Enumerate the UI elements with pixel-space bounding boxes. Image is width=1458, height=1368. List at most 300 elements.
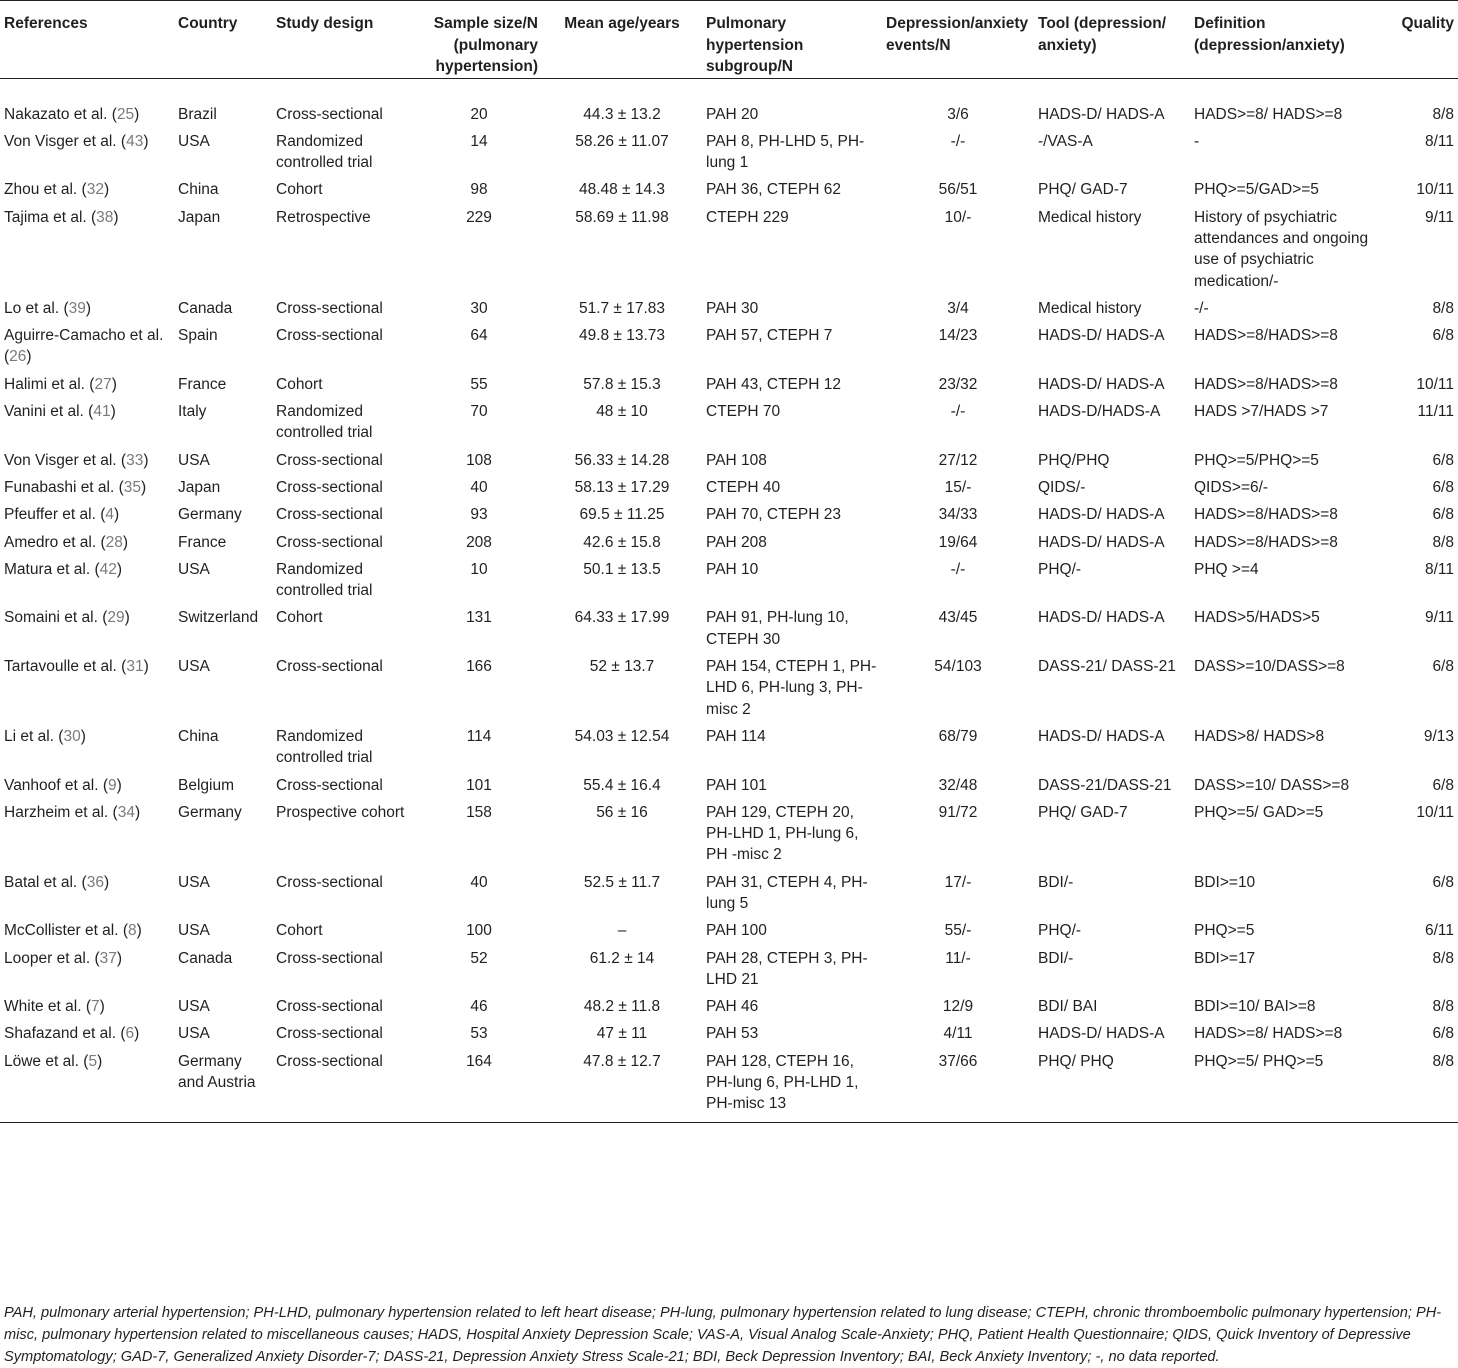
table-header-row [0,1,1458,79]
reference-author: Amedro et al. [4,533,97,551]
cell-country: Germany and Austria [178,1052,256,1092]
cell-mean-age: 61.2 ± 14 [589,949,655,967]
cell-country: USA [178,451,210,469]
reference-number-link[interactable]: 29 [107,609,125,627]
header-tool: Tool (depression/ anxiety) [1038,15,1167,54]
cell-study-design: Cohort [276,609,323,627]
reference-author: Batal et al. [4,873,78,891]
cell-mean-age: 69.5 ± 11.25 [579,506,665,524]
cell-sample-size: 70 [470,403,488,421]
cell-definition: -/- [1194,299,1209,317]
reference-number-link[interactable]: 5 [88,1052,98,1070]
reference-number-link[interactable]: 33 [126,451,144,469]
cell-definition: DASS>=10/ DASS>=8 [1194,776,1350,794]
cell-quality: 8/8 [1432,299,1454,317]
cell-subgroup: PAH 46 [706,998,759,1016]
cell-mean-age: 48.48 ± 14.3 [578,181,666,199]
cell-subgroup: PAH 70, CTEPH 23 [706,506,841,524]
cell-study-design: Cross-sectional [276,776,383,794]
cell-subgroup: PAH 128, CTEPH 16, PH-lung 6, PH-LHD 1, PH-misc 13 [706,1052,859,1113]
cell-country: Germany [178,803,242,821]
cell-sample-size: 64 [470,327,488,345]
cell-country: USA [178,922,210,940]
cell-sample-size: 93 [470,506,488,524]
cell-events: 34/33 [938,506,978,524]
reference-author: Funabashi et al. [4,478,115,496]
cell-study-design: Cross-sectional [276,873,383,891]
cell-reference: Tartavoulle et al. (31) [4,658,149,676]
reference-number-link[interactable]: 43 [126,132,144,150]
cell-country: Italy [178,403,207,421]
cell-country: USA [178,873,210,891]
reference-number-link[interactable]: 4 [105,506,115,524]
cell-quality: 6/8 [1432,327,1454,345]
cell-quality: 6/8 [1432,451,1454,469]
cell-quality: 6/8 [1432,478,1454,496]
cell-sample-size: 53 [470,1025,488,1043]
cell-definition: History of psychiatric attendances and ongoing use of psychiatric medication/- [1194,208,1369,290]
cell-sample-size: 20 [470,105,488,123]
reference-author: Tajima et al. [4,208,87,226]
cell-sample-size: 55 [470,375,488,393]
cell-subgroup: PAH 108 [706,451,767,469]
table-row [0,371,1458,398]
cell-tool: DASS-21/DASS-21 [1038,776,1172,794]
cell-reference: Vanhoof et al. (9) [4,776,122,794]
cell-tool: -/VAS-A [1038,132,1093,150]
table-row [0,799,1458,869]
cell-reference: Lo et al. (39) [4,299,92,317]
cell-reference: Von Visger et al. (33) [4,451,149,469]
reference-author: McCollister et al. [4,922,119,940]
cell-mean-age: 47 ± 11 [596,1025,648,1043]
cell-events: 11/- [945,949,971,967]
cell-study-design: Cross-sectional [276,533,383,551]
cell-reference: Pfeuffer et al. (4) [4,506,120,524]
cell-mean-age: 58.26 ± 11.07 [575,132,669,150]
cell-study-design: Randomized controlled trial [276,727,373,767]
cell-study-design: Cross-sectional [276,478,383,496]
reference-author: Halimi et al. [4,375,85,393]
cell-subgroup: PAH 101 [706,776,767,794]
cell-events: 37/66 [938,1052,978,1070]
cell-reference: Zhou et al. (32) [4,181,110,199]
reference-author: Tartavoulle et al. [4,658,117,676]
cell-country: China [178,181,219,199]
table-row [0,1048,1458,1122]
cell-reference: McCollister et al. (8) [4,922,142,940]
cell-study-design: Cohort [276,922,323,940]
reference-author: Shafazand et al. [4,1025,117,1043]
cell-country: Japan [178,208,221,226]
reference-number-link[interactable]: 9 [107,776,117,794]
cell-study-design: Cross-sectional [276,451,383,469]
reference-author: Von Visger et al. [4,132,117,150]
cell-sample-size: 166 [466,658,492,676]
cell-events: 54/103 [934,658,982,676]
cell-tool: HADS-D/ HADS-A [1038,727,1165,745]
cell-definition: HADS >7/HADS >7 [1194,403,1329,421]
header-events: Depression/anxiety events/N [886,15,1029,54]
reference-author: Löwe et al. [4,1052,79,1070]
cell-tool: PHQ/PHQ [1038,451,1110,469]
cell-events: 43/45 [938,609,978,627]
cell-definition: PHQ>=5/ PHQ>=5 [1194,1052,1324,1070]
cell-country: Japan [178,478,221,496]
table-row [0,447,1458,474]
cell-events: 56/51 [938,181,978,199]
reference-author: Aguirre-Camacho et al. [4,327,164,345]
cell-sample-size: 164 [466,1052,492,1070]
cell-definition: HADS>=8/ HADS>=8 [1194,1025,1343,1043]
cell-subgroup: PAH 208 [706,533,767,551]
cell-definition: PHQ>=5/PHQ>=5 [1194,451,1319,469]
reference-number-link[interactable]: 39 [68,299,86,317]
cell-subgroup: PAH 31, CTEPH 4, PH-lung 5 [706,873,868,912]
cell-tool: HADS-D/ HADS-A [1038,327,1165,345]
cell-quality: 8/8 [1432,949,1454,967]
cell-tool: Medical history [1038,299,1142,317]
cell-definition: PHQ>=5/ GAD>=5 [1194,803,1324,821]
cell-sample-size: 98 [470,181,488,199]
cell-events: 91/72 [938,803,978,821]
cell-subgroup: PAH 10 [706,560,759,578]
cell-country: Spain [178,327,218,345]
cell-quality: 6/11 [1424,922,1454,940]
cell-mean-age: 47.8 ± 12.7 [583,1052,661,1070]
cell-subgroup: PAH 8, PH-LHD 5, PH-lung 1 [706,132,865,172]
header-mean-age: Mean age/years [564,15,680,32]
cell-sample-size: 40 [470,873,488,891]
cell-definition: PHQ >=4 [1194,560,1259,578]
cell-country: USA [178,998,210,1016]
reference-number-link[interactable]: 7 [91,998,100,1016]
cell-definition: HADS>=8/ HADS>=8 [1194,105,1343,123]
cell-study-design: Retrospective [276,208,371,226]
cell-definition: - [1194,132,1200,150]
cell-country: France [178,533,227,551]
cell-subgroup: PAH 30 [706,299,759,317]
table-row [0,917,1458,944]
cell-country: Switzerland [178,609,259,627]
cell-study-design: Cross-sectional [276,949,383,967]
cell-sample-size: 100 [466,922,492,940]
cell-sample-size: 10 [470,560,488,578]
cell-subgroup: PAH 129, CTEPH 20, PH-LHD 1, PH-lung 6, PH -misc 2 [706,803,859,864]
cell-quality: 8/8 [1432,105,1454,123]
cell-subgroup: CTEPH 70 [706,403,781,421]
reference-author: Lo et al. [4,299,60,317]
cell-tool: HADS-D/ HADS-A [1038,533,1165,551]
cell-reference: Looper et al. (37) [4,949,123,967]
cell-tool: PHQ/ GAD-7 [1038,803,1128,821]
cell-study-design: Cross-sectional [276,299,383,317]
cell-definition: BDI>=17 [1194,949,1256,967]
cell-country: Belgium [178,776,234,794]
table-row [0,295,1458,322]
reference-author: Zhou et al. [4,181,78,199]
cell-events: 55/- [944,922,972,940]
reference-author: Li et al. [4,727,54,745]
cell-reference: White et al. (7) [4,998,105,1016]
reference-author: Vanini et al. [4,403,84,421]
reference-number-link[interactable]: 36 [86,873,104,891]
cell-tool: PHQ/- [1038,560,1082,578]
cell-reference: Harzheim et al. (34) [4,803,141,821]
cell-country: Canada [178,949,233,967]
cell-study-design: Cohort [276,375,323,393]
cell-tool: HADS-D/ HADS-A [1038,1025,1165,1043]
reference-number-link[interactable]: 30 [63,727,81,745]
cell-country: USA [178,658,210,676]
cell-events: -/- [950,403,966,421]
cell-country: Canada [178,299,233,317]
reference-number-link[interactable]: 6 [125,1025,135,1043]
cell-subgroup: PAH 53 [706,1025,759,1043]
cell-tool: BDI/- [1038,873,1074,891]
cell-definition: HADS>=8/HADS>=8 [1194,506,1338,524]
cell-events: 10/- [944,208,972,226]
reference-author: Somaini et al. [4,609,98,627]
cell-tool: HADS-D/ HADS-A [1038,609,1165,627]
cell-events: 17/- [944,873,972,891]
reference-author: Nakazato et al. [4,105,108,123]
cell-mean-age: 58.69 ± 11.98 [575,208,669,226]
cell-study-design: Cross-sectional [276,506,383,524]
cell-events: 32/48 [938,776,978,794]
reference-number-link[interactable]: 34 [117,803,135,821]
cell-quality: 11/11 [1417,403,1454,421]
header-subgroup: Pulmonary hypertension subgroup/N [706,15,804,75]
cell-sample-size: 208 [466,533,492,551]
cell-study-design: Cohort [276,181,323,199]
cell-quality: 8/8 [1432,998,1454,1016]
cell-subgroup: PAH 154, CTEPH 1, PH-LHD 6, PH-lung 3, PH-misc 2 [706,658,877,718]
cell-events: 14/23 [938,327,978,345]
cell-study-design: Randomized controlled trial [276,403,373,442]
reference-author: Harzheim et al. [4,803,109,821]
cell-quality: 10/11 [1416,375,1454,393]
table-row [0,474,1458,501]
cell-quality: 8/8 [1432,533,1454,551]
cell-sample-size: 30 [470,299,488,317]
cell-quality: 9/11 [1424,609,1454,627]
reference-number-link[interactable]: 37 [99,949,117,967]
reference-number-link[interactable]: 26 [9,348,27,366]
table-row [0,322,1458,371]
cell-subgroup: PAH 100 [706,922,767,940]
reference-author: Pfeuffer et al. [4,506,96,524]
cell-country: USA [178,1025,210,1043]
table-row [0,176,1458,203]
cell-country: Brazil [178,105,217,123]
cell-tool: PHQ/ PHQ [1038,1052,1114,1070]
cell-reference: Halimi et al. (27) [4,375,117,393]
cell-mean-age: 48 ± 10 [596,403,648,421]
cell-events: 68/79 [938,727,978,745]
cell-tool: HADS-D/ HADS-A [1038,105,1165,123]
reference-number-link[interactable]: 38 [96,208,114,226]
cell-quality: 10/11 [1416,181,1454,199]
cell-reference: Somaini et al. (29) [4,609,130,627]
reference-author: Vanhoof et al. [4,776,99,794]
cell-sample-size: 101 [466,776,492,794]
header-study-design: Study design [276,15,374,32]
table-row [0,556,1458,605]
cell-study-design: Randomized controlled trial [276,132,373,172]
cell-reference: Aguirre-Camacho et al. (26) [4,327,164,366]
reference-number-link[interactable]: 27 [94,375,112,393]
cell-sample-size: 40 [470,478,488,496]
cell-mean-age: 58.13 ± 17.29 [574,478,670,496]
cell-quality: 6/8 [1432,1025,1454,1043]
header-definition: Definition (depression/anxiety) [1194,15,1345,54]
cell-subgroup: CTEPH 229 [706,208,789,226]
cell-definition: HADS>8/ HADS>8 [1194,727,1325,745]
cell-definition: BDI>=10/ BAI>=8 [1194,998,1316,1016]
cell-reference: Matura et al. (42) [4,560,123,578]
table-body [0,78,1458,1122]
table-row [0,869,1458,918]
cell-mean-age: 49.8 ± 13.73 [578,327,666,345]
cell-definition: HADS>=8/HADS>=8 [1194,327,1338,345]
cell-sample-size: 229 [466,208,492,226]
table-row [0,604,1458,653]
cell-quality: 9/13 [1423,727,1454,745]
reference-number-link[interactable]: 42 [99,560,117,578]
cell-country: USA [178,132,210,150]
cell-study-design: Prospective cohort [276,803,405,821]
reference-author: White et al. [4,998,82,1016]
cell-events: 27/12 [938,451,978,469]
table-footnote: PAH, pulmonary arterial hypertension; PH-LHD, pulmonary hypertension related to left heart disease; PH-lung, pulmonary hypertension related to lung disease; CTEPH, chronic thromboembolic pulmonary hypertension; PH-misc, pulmonary hypertension related to miscellaneous causes; HADS, Hospital Anxiety Depression Scale; VAS-A, Visual Analog Scale-Anxiety; PHQ, Patient Health Questionnaire; QIDS, Quick Inventory of Depressive Symptomatology; GAD-7, Generalized Anxiety Disorder-7; DASS-21, Depression Anxiety Stress Scale-21; BDI, Beck Depression Inventory; BAI, Beck Anxiety Inventory; -, no data reported. [4,1305,1442,1365]
reference-number-link[interactable]: 35 [123,478,142,496]
cell-reference: Von Visger et al. (43) [4,132,149,150]
cell-country: Germany [178,506,242,524]
cell-reference: Li et al. (30) [4,727,86,745]
table-row [0,128,1458,177]
cell-quality: 8/11 [1424,132,1454,150]
cell-quality: 6/8 [1432,658,1454,676]
cell-country: China [178,727,219,745]
cell-sample-size: 158 [466,803,492,821]
cell-definition: PHQ>=5 [1194,922,1255,940]
cell-subgroup: PAH 57, CTEPH 7 [706,327,833,345]
cell-mean-age: 56 ± 16 [596,803,648,821]
cell-sample-size: 46 [470,998,488,1016]
cell-sample-size: 108 [466,451,492,469]
cell-mean-age: 55.4 ± 16.4 [583,776,661,794]
cell-tool: BDI/- [1038,949,1074,967]
cell-mean-age: 51.7 ± 17.83 [578,299,666,317]
cell-events: -/- [950,132,966,150]
cell-quality: 9/11 [1424,208,1454,226]
cell-mean-age: 57.8 ± 15.3 [583,375,661,393]
cell-mean-age: 44.3 ± 13.2 [583,105,661,123]
cell-tool: Medical history [1038,208,1142,226]
cell-tool: HADS-D/ HADS-A [1038,375,1165,393]
table-row [0,653,1458,723]
cell-definition: BDI>=10 [1194,873,1256,891]
cell-sample-size: 131 [466,609,492,627]
reference-number-link[interactable]: 32 [86,181,104,199]
cell-quality: 8/11 [1424,560,1454,578]
cell-reference: Tajima et al. (38) [4,208,119,226]
cell-definition: HADS>5/HADS>5 [1194,609,1320,627]
reference-number-link[interactable]: 8 [128,922,137,940]
cell-tool: BDI/ BAI [1038,998,1098,1016]
cell-mean-age: 50.1 ± 13.5 [583,560,661,578]
cell-sample-size: 114 [466,727,492,745]
header-country: Country [178,15,238,32]
cell-subgroup: CTEPH 40 [706,478,781,496]
cell-reference: Funabashi et al. (35) [4,478,147,496]
cell-mean-age: 56.33 ± 14.28 [574,451,670,469]
cell-mean-age: 54.03 ± 12.54 [574,727,670,745]
cell-study-design: Cross-sectional [276,1052,383,1070]
cell-quality: 10/11 [1416,803,1454,821]
cell-study-design: Cross-sectional [276,327,383,345]
cell-reference: Löwe et al. (5) [4,1052,103,1070]
cell-events: 15/- [944,478,972,496]
cell-events: 12/9 [942,998,974,1016]
table-row [0,529,1458,556]
cell-subgroup: PAH 20 [706,105,759,123]
cell-mean-age: 52.5 ± 11.7 [583,873,661,891]
cell-study-design: Cross-sectional [276,658,383,676]
cell-reference: Amedro et al. (28) [4,533,129,551]
header-quality: Quality [1401,15,1454,32]
cell-country: USA [178,560,210,578]
reference-author: Matura et al. [4,560,91,578]
cell-reference: Vanini et al. (41) [4,403,116,421]
header-references: References [4,15,88,32]
cell-tool: HADS-D/ HADS-A [1038,506,1165,524]
cell-definition: HADS>=8/HADS>=8 [1194,375,1338,393]
cell-events: 19/64 [938,533,978,551]
cell-events: -/- [950,560,966,578]
cell-tool: PHQ/- [1038,922,1082,940]
cell-quality: 8/8 [1432,1052,1454,1070]
reference-number-link[interactable]: 25 [116,105,135,123]
table-row [0,993,1458,1020]
cell-tool: DASS-21/ DASS-21 [1038,658,1176,676]
header-sample-size: Sample size/N (pulmonary hypertension) [433,15,538,75]
cell-quality: 6/8 [1432,873,1454,891]
cell-sample-size: 14 [470,132,488,150]
table-row [0,398,1458,447]
cell-events: 23/32 [938,375,978,393]
table-row [0,1020,1458,1047]
reference-number-link[interactable]: 28 [105,533,123,551]
table-row [0,78,1458,128]
reference-number-link[interactable]: 31 [126,658,144,676]
cell-quality: 6/8 [1432,506,1454,524]
table-row [0,723,1458,772]
cell-events: 3/6 [947,105,969,123]
cell-reference: Nakazato et al. (25) [4,105,140,123]
reference-author: Looper et al. [4,949,91,967]
table-row [0,772,1458,799]
reference-number-link[interactable]: 41 [93,403,111,421]
cell-quality: 6/8 [1432,776,1454,794]
cell-definition: HADS>=8/HADS>=8 [1194,533,1338,551]
cell-mean-age: – [617,922,627,940]
cell-mean-age: 48.2 ± 11.8 [583,998,661,1016]
cell-study-design: Cross-sectional [276,105,383,123]
cell-reference: Shafazand et al. (6) [4,1025,140,1043]
cell-tool: PHQ/ GAD-7 [1038,181,1128,199]
